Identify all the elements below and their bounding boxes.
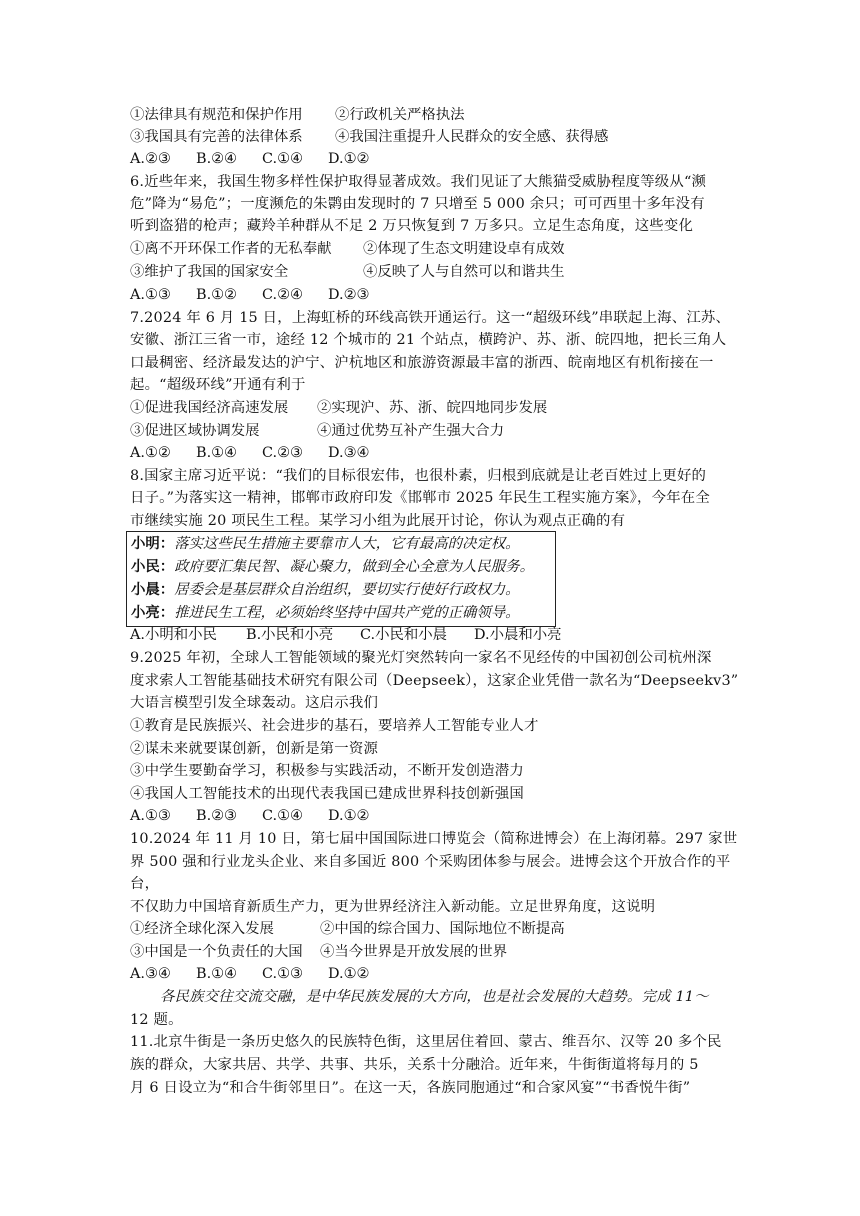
q9-option-4: ④我国人工智能技术的出现代表我国已建成世界科技创新强国 [130, 786, 524, 802]
q5-options-row-1 [130, 104, 465, 126]
section-intro-line-2: 12 题。 [130, 1012, 183, 1028]
q10-stem-line-2: 界 500 强和行业龙头企业、来自多国近 800 个采购团体参与展会。进博会这个开放合作的平 [130, 854, 731, 870]
q8-answers [130, 624, 562, 646]
q5-option-4: ④我国注重提升人民群众的安全感、获得感 [335, 129, 609, 145]
q10-stem-line-1: 10.2024 年 11 月 10 日，第七届中国国际进口博览会（简称进博会）在上海闭幕。297 家世 [130, 831, 738, 847]
q10-answers [130, 963, 369, 985]
q10-stem-line-4: 不仅助力中国培育新质生产力，更为世界经济注入新动能。立足世界角度，这说明 [130, 899, 656, 915]
answer-c: C.①④ [262, 808, 303, 824]
answer-a: A.小明和小民 [130, 627, 217, 643]
q7-options-row-1 [130, 397, 547, 419]
q7-option-3: ③促进区域协调发展 [130, 423, 260, 439]
q7-answers [130, 442, 369, 464]
q9-stem-line-3: 大语言模型引发全球轰动。这启示我们 [130, 695, 379, 711]
q6-options-row-2 [130, 261, 564, 283]
q6-stem-line-3: 听到盗猎的枪声；藏羚羊种群从不足 2 万只恢复到 7 万多只。立足生态角度，这些变化 [130, 218, 694, 234]
q10-option-2: ②中国的综合国力、国际地位不断提高 [320, 921, 565, 937]
statement-text: 政府要汇集民智、凝心聚力，做到全心全意为人民服务。 [174, 559, 534, 575]
q5-option-1: ①法律具有规范和保护作用 [130, 107, 303, 123]
answer-d: D.小晨和小亮 [474, 627, 562, 643]
q10-options-row-2 [130, 941, 507, 963]
q5-options-row-2 [130, 126, 608, 148]
q10-option-3: ③中国是一个负责任的大国 [130, 944, 303, 960]
q7-option-1: ①促进我国经济高速发展 [130, 400, 289, 416]
q8-stem-line-3: 市继续实施 20 项民生工程。某学习小组为此展开讨论，你认为观点正确的有 [130, 513, 626, 529]
q8-stem-line-2: 日子。”为落实这一精神，邯郸市政府印发《邯郸市 2025 年民生工程实施方案》，今年在全 [130, 490, 710, 506]
answer-d: D.②③ [328, 287, 370, 303]
q8-statement-xiaoliang [131, 602, 520, 624]
answer-d: D.①② [328, 151, 370, 167]
answer-a: A.①③ [130, 287, 171, 303]
answer-c: C.②③ [262, 445, 303, 461]
q7-stem-line-1: 7.2024 年 6 月 15 日，上海虹桥的环线高铁开通运行。这一“超级环线”串联起上海、江苏、 [130, 310, 731, 326]
q11-stem-line-1: 11.北京牛街是一条历史悠久的民族特色街，这里居住着回、蒙古、维吾尔、汉等 20 多个民 [130, 1034, 722, 1050]
q11-stem-line-2: 族的群众，大家共居、共学、共事、共乐，关系十分融洽。近年来，牛街街道将每月的 5 [130, 1057, 699, 1073]
q7-option-2: ②实现沪、苏、浙、皖四地同步发展 [317, 400, 548, 416]
q11-stem-line-3: 月 6 日设立为“和合牛街邻里日”。在这一天，各族同胞通过“和合家风宴”“书香悦牛街” [130, 1080, 691, 1096]
q10-option-4: ④当今世界是开放发展的世界 [320, 944, 508, 960]
q7-stem-line-3: 口最稠密、经济最发达的沪宁、沪杭地区和旅游资源最丰富的浙西、皖南地区有机衔接在一 [130, 355, 714, 371]
q6-stem-line-2: 危”降为“易危”；一度濒危的朱鹮由发现时的 7 只增至 5 000 余只；可可西里十多年没有 [130, 196, 705, 212]
q8-statement-xiaomin [131, 556, 534, 578]
q5-option-3: ③我国具有完善的法律体系 [130, 129, 303, 145]
answer-b: B.①② [196, 287, 237, 303]
answer-b: B.①④ [196, 966, 237, 982]
q10-stem-line-3: 台， [130, 876, 160, 892]
answer-d: D.①② [328, 808, 370, 824]
q9-option-3: ③中学生要勤奋学习，积极参与实践活动，不断开发创造潜力 [130, 763, 524, 779]
q7-stem-line-2: 安徽、浙江三省一市，途经 12 个城市的 21 个站点，横跨沪、苏、浙、皖四地，把长三角人 [130, 332, 727, 348]
q7-option-4: ④通过优势互补产生强大合力 [317, 423, 505, 439]
answer-c: C.①④ [262, 151, 303, 167]
answer-c: C.②④ [262, 287, 303, 303]
answer-d: D.③④ [328, 445, 370, 461]
q6-option-2: ②体现了生态文明建设卓有成效 [363, 241, 565, 257]
q5-option-2: ②行政机关严格执法 [335, 107, 465, 123]
q7-options-row-2 [130, 420, 504, 442]
answer-a: A.②③ [130, 151, 171, 167]
q9-stem-line-1: 9.2025 年初，全球人工智能领域的聚光灯突然转向一家名不见经传的中国初创公司杭州深 [130, 650, 712, 666]
speaker-name: 小民： [131, 558, 175, 575]
answer-d: D.①② [328, 966, 370, 982]
q9-stem-line-2: 度求索人工智能基础技术研究有限公司（Deepseek），这家企业凭借一款名为“Deepseekv3” [130, 673, 739, 689]
q6-option-3: ③维护了我国的国家安全 [130, 264, 289, 280]
answer-c: C.①③ [262, 966, 303, 982]
q6-option-1: ①离不开环保工作者的无私奉献 [130, 241, 332, 257]
q8-stem-line-1: 8.国家主席习近平说：“我们的目标很宏伟，也很朴素，归根到底就是让老百姓过上更好的 [130, 468, 707, 484]
q8-statement-xiaoming [131, 533, 520, 555]
q9-option-2: ②谋未来就要谋创新，创新是第一资源 [130, 741, 379, 757]
q6-options-row-1 [130, 238, 564, 260]
statement-text: 推进民生工程，必须始终坚持中国共产党的正确领导。 [174, 605, 520, 621]
answer-b: B.小民和小亮 [246, 627, 334, 643]
statement-text: 居委会是基层群众自治组织，要切实行使好行政权力。 [174, 582, 520, 598]
answer-a: A.①② [130, 445, 171, 461]
q9-option-1: ①教育是民族振兴、社会进步的基石，要培养人工智能专业人才 [130, 718, 539, 734]
q6-answers [130, 284, 369, 306]
answer-a: A.③④ [130, 966, 171, 982]
q10-option-1: ①经济全球化深入发展 [130, 921, 274, 937]
q7-stem-line-4: 起。“超级环线”开通有利于 [130, 377, 306, 393]
answer-c: C.小民和小晨 [360, 627, 448, 643]
q6-stem-line-1: 6.近些年来，我国生物多样性保护取得显著成效。我们见证了大熊猫受威胁程度等级从“濒 [130, 174, 707, 190]
speaker-name: 小明： [131, 535, 175, 552]
speaker-name: 小晨： [131, 581, 175, 598]
q10-options-row-1 [130, 918, 565, 940]
answer-b: B.②④ [196, 151, 237, 167]
q8-statement-xiaochen [131, 579, 520, 601]
q8-discussion-box [126, 531, 556, 627]
speaker-name: 小亮： [131, 604, 175, 621]
q5-answers [130, 148, 369, 170]
answer-b: B.①④ [196, 445, 237, 461]
answer-a: A.①③ [130, 808, 171, 824]
answer-b: B.②③ [196, 808, 237, 824]
q9-answers [130, 805, 369, 827]
q6-option-4: ④反映了人与自然可以和谐共生 [363, 264, 565, 280]
statement-text: 落实这些民生措施主要靠市人大，它有最高的决定权。 [174, 536, 520, 552]
section-intro-line-1: 各民族交往交流交融，是中华民族发展的大方向，也是社会发展的大趋势。完成 11～ [160, 989, 709, 1005]
